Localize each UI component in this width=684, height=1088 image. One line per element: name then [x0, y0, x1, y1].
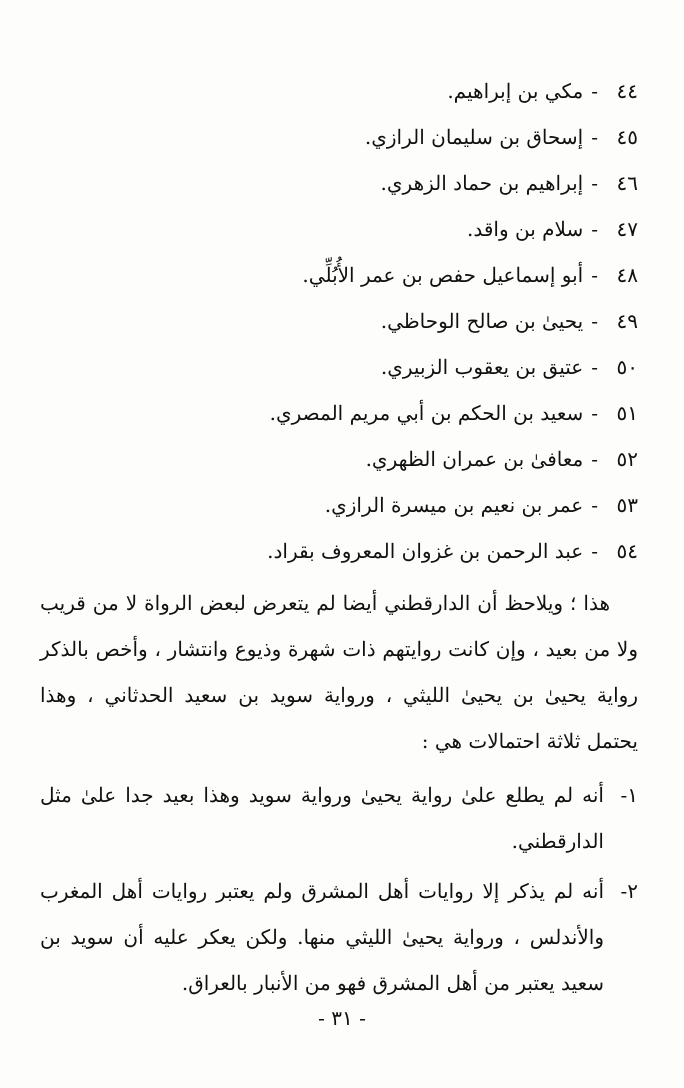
item-number: ٤٤: [616, 79, 638, 103]
item-dash: -: [591, 125, 598, 149]
item-dash: -: [591, 493, 598, 517]
item-number: ٥٤: [616, 539, 638, 563]
item-text: إبراهيم بن حماد الزهري.: [380, 171, 584, 195]
item-number: ٤٦: [616, 171, 638, 195]
item-number: ٥١: [616, 401, 638, 425]
item-text: يحيىٰ بن صالح الوحاظي.: [380, 309, 584, 333]
possibility-number: ٢-: [620, 879, 638, 903]
item-text: عمر بن نعيم بن ميسرة الرازي.: [324, 493, 584, 517]
body-paragraph: هذا ؛ ويلاحظ أن الدارقطني أيضا لم يتعرض لبعض الرواة لا من قريب ولا من بعيد ، وإن كانت روايتهم ذات شهرة وذيوع وانتشار ، وأخص بالذكر رواية يحيىٰ بن يحيىٰ الليثي ، ورواية سويد بن سعيد الحدثاني ، وهذا يحتمل ثلاثة احتمالات هي :: [40, 591, 638, 753]
list-item: [40, 482, 638, 528]
possibility-item: [40, 868, 638, 1006]
item-number: ٤٨: [616, 263, 638, 287]
item-text: سلام بن واقد.: [467, 217, 584, 241]
item-text: إسحاق بن سليمان الرازي.: [364, 125, 584, 149]
list-item: [40, 68, 638, 114]
list-item: [40, 436, 638, 482]
item-dash: -: [591, 309, 598, 333]
possibility-item: [40, 772, 638, 864]
list-item: [40, 160, 638, 206]
item-dash: -: [591, 447, 598, 471]
item-text: معافىٰ بن عمران الظهري.: [365, 447, 584, 471]
item-dash: -: [591, 217, 598, 241]
list-item: [40, 344, 638, 390]
possibility-number: ١-: [620, 783, 638, 807]
possibilities-list: [40, 772, 638, 1006]
item-number: ٤٥: [616, 125, 638, 149]
item-number: ٤٩: [616, 309, 638, 333]
item-dash: -: [591, 171, 598, 195]
item-number: ٥٣: [616, 493, 638, 517]
possibility-text: أنه لم يذكر إلا روايات أهل المشرق ولم يعتبر روايات أهل المغرب والأندلس ، ورواية يحيىٰ الليثي منها. ولكن يعكر عليه أن سويد بن سعيد يعتبر من أهل المشرق فهو من الأنبار بالعراق.: [40, 879, 605, 995]
item-text: مكي بن إبراهيم.: [447, 79, 584, 103]
item-dash: -: [591, 401, 598, 425]
list-item: [40, 206, 638, 252]
list-item: [40, 298, 638, 344]
possibility-text: أنه لم يطلع علىٰ رواية يحيىٰ ورواية سويد وهذا بعيد جدا علىٰ مثل الدارقطني.: [40, 783, 604, 853]
list-item: [40, 390, 638, 436]
item-text: عتيق بن يعقوب الزبيري.: [380, 355, 584, 379]
item-dash: -: [591, 79, 598, 103]
item-dash: -: [591, 355, 598, 379]
item-text: أبو إسماعيل حفص بن عمر الأُبُلِّي.: [302, 263, 584, 287]
item-number: ٤٧: [616, 217, 638, 241]
item-number: ٥٢: [616, 447, 638, 471]
item-text: سعيد بن الحكم بن أبي مريم المصري.: [269, 401, 584, 425]
list-item: [40, 528, 638, 574]
item-number: ٥٠: [616, 355, 638, 379]
item-dash: -: [591, 263, 598, 287]
list-item: [40, 252, 638, 298]
item-text: عبد الرحمن بن غزوان المعروف بقراد.: [267, 539, 584, 563]
narrators-list: [40, 68, 638, 574]
item-dash: -: [591, 539, 598, 563]
list-item: [40, 114, 638, 160]
page-number: - ٣١ -: [318, 1006, 366, 1030]
